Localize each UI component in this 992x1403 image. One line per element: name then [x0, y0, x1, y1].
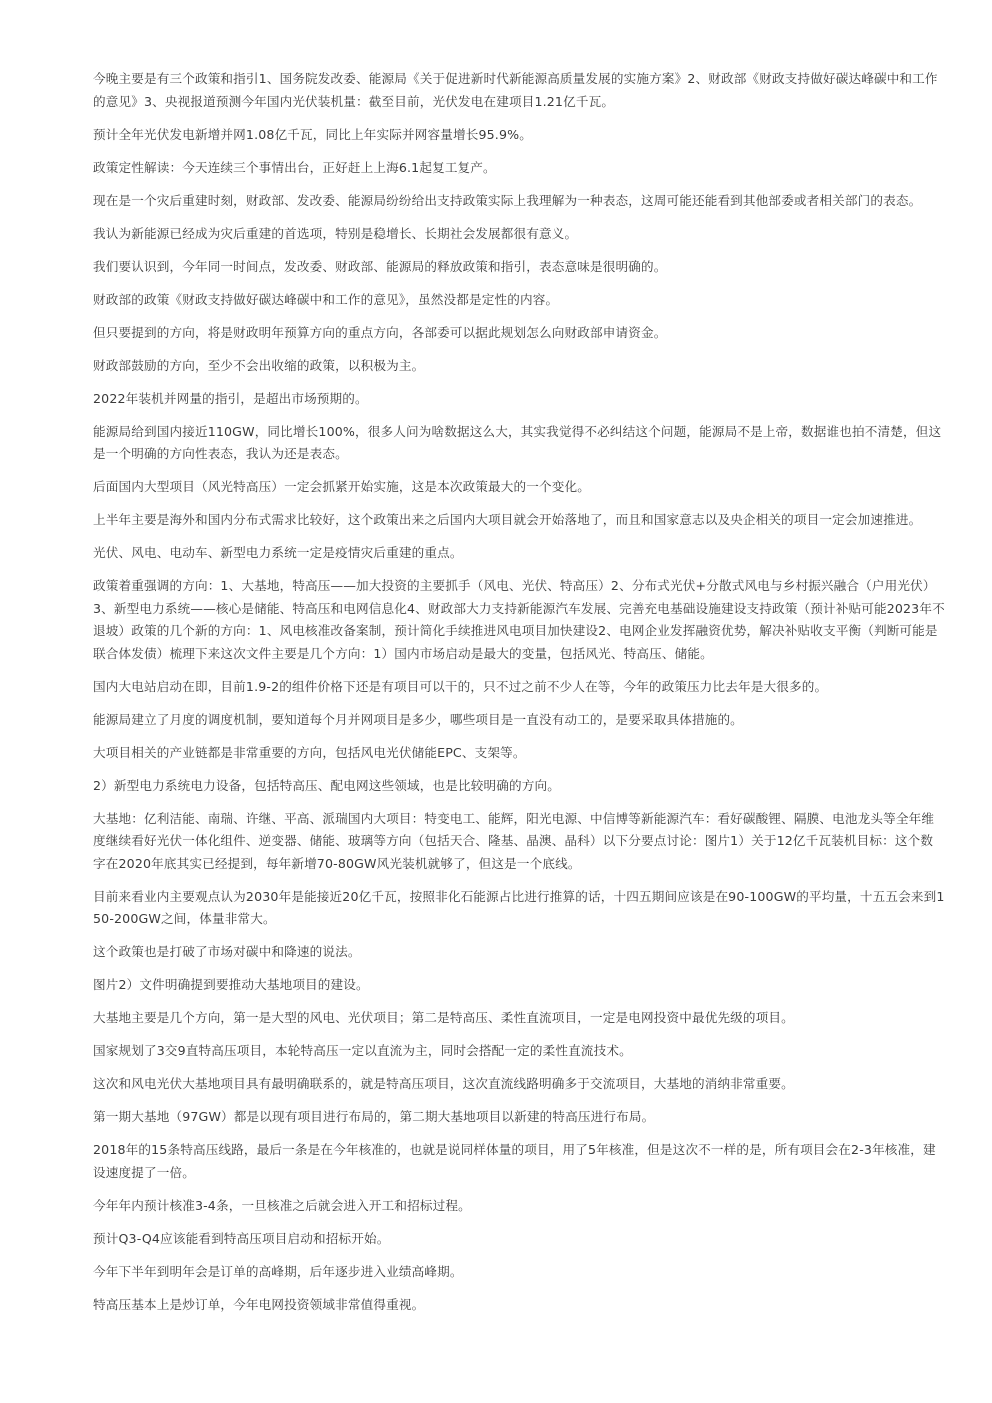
- paragraph: 但只要提到的方向，将是财政明年预算方向的重点方向，各部委可以据此规划怎么向财政部申请资金。: [93, 324, 667, 340]
- paragraph: 今年年内预计核准3-4条，一旦核准之后就会进入开工和招标过程。: [93, 1197, 471, 1213]
- paragraph: 图片2）文件明确提到要推动大基地项目的建设。: [93, 977, 369, 992]
- paragraph: 这次和风电光伏大基地项目具有最明确联系的，就是特高压项目，这次直流线路明确多于交流项目，大基地的消纳非常重要。: [93, 1076, 794, 1091]
- document-body: [93, 68, 945, 1327]
- paragraph: 预计Q3-Q4应该能看到特高压项目启动和招标开始。: [93, 1230, 390, 1246]
- paragraph: 政策着重强调的方向：1、大基地，特高压——加大投资的主要抓手（风电、光伏、特高压）2、分布式光伏+分散式风电与乡村振兴融合（户用光伏）3、新型电力系统——核心是储能、特高压和电网信息化4、财政部大力支持新能源汽车发展、完善充电基础设施建设支持政策（预计补贴可能2023年不退坡）政策的几个新的方向：1、风电核准改备案制，预计简化手续推进风电项目加快建设2、电网企业发挥融资优势，解决补贴收支平衡（判断可能是联合体发债）梳理下来这次文件主要是几个方向：1）国内市场启动是最大的变量，包括风光、特高压、储能。: [93, 578, 945, 661]
- paragraph: 光伏、风电、电动车、新型电力系统一定是疫情灾后重建的重点。: [93, 545, 463, 560]
- paragraph: 上半年主要是海外和国内分布式需求比较好，这个政策出来之后国内大项目就会开始落地了，而且和国家意志以及央企相关的项目一定会加速推进。: [93, 512, 922, 527]
- paragraph: 能源局给到国内接近110GW，同比增长100%，很多人问为啥数据这么大，其实我觉得不必纠结这个问题，能源局不是上帝，数据谁也拍不清楚，但这是一个明确的方向性表态，我认为还是表态。: [93, 423, 942, 461]
- paragraph: 今晚主要是有三个政策和指引1、国务院发改委、能源局《关于促进新时代新能源高质量发展的实施方案》2、财政部《财政支持做好碳达峰碳中和工作的意见》3、央视报道预测今年国内光伏装机量：截至目前，光伏发电在建项目1.21亿千瓦。: [93, 71, 938, 109]
- paragraph: 我认为新能源已经成为灾后重建的首选项，特别是稳增长、长期社会发展都很有意义。: [93, 225, 578, 241]
- paragraph: 2022年装机并网量的指引，是超出市场预期的。: [93, 390, 368, 406]
- paragraph: 现在是一个灾后重建时刻，财政部、发改委、能源局纷纷给出支持政策实际上我理解为一种表态，这周可能还能看到其他部委或者相关部门的表态。: [93, 192, 922, 208]
- paragraph: 财政部鼓励的方向，至少不会出收缩的政策，以积极为主。: [93, 357, 425, 373]
- paragraph: 2018年的15条特高压线路，最后一条是在今年核准的，也就是说同样体量的项目，用了5年核准，但是这次不一样的是，所有项目会在2-3年核准，建设速度提了一倍。: [93, 1142, 936, 1180]
- paragraph: 国内大电站启动在即，目前1.9-2的组件价格下还是有项目可以干的，只不过之前不少人在等，今年的政策压力比去年是大很多的。: [93, 678, 828, 694]
- paragraph: 政策定性解读：今天连续三个事情出台，正好赶上上海6.1起复工复产。: [93, 159, 496, 175]
- paragraph: 大项目相关的产业链都是非常重要的方向，包括风电光伏储能EPC、支架等。: [93, 744, 526, 760]
- paragraph: 特高压基本上是炒订单，今年电网投资领域非常值得重视。: [93, 1296, 425, 1312]
- paragraph: 大基地主要是几个方向，第一是大型的风电、光伏项目；第二是特高压、柔性直流项目，一定是电网投资中最优先级的项目。: [93, 1010, 794, 1025]
- paragraph: 能源局建立了月度的调度机制，要知道每个月并网项目是多少，哪些项目是一直没有动工的，是要采取具体措施的。: [93, 711, 743, 727]
- paragraph: 财政部的政策《财政支持做好碳达峰碳中和工作的意见》，虽然没都是定性的内容。: [93, 291, 559, 307]
- paragraph: 第一期大基地（97GW）都是以现有项目进行布局的，第二期大基地项目以新建的特高压进行布局。: [93, 1109, 655, 1124]
- paragraph: 我们要认识到，今年同一时间点，发改委、财政部、能源局的释放政策和指引，表态意味是很明确的。: [93, 258, 667, 274]
- paragraph: 这个政策也是打破了市场对碳中和降速的说法。: [93, 944, 361, 959]
- paragraph: 大基地：亿利洁能、南瑞、许继、平高、派瑞国内大项目：特变电工、能辉，阳光电源、中信博等新能源汽车：看好碳酸锂、隔膜、电池龙头等全年维度继续看好光伏一体化组件、逆变器、储能、玻璃等方向（包括天合、隆基、晶澳、晶科）以下分要点讨论：图片1）关于12亿千瓦装机目标：这个数字在2020年底其实已经提到，每年新增70-80GW风光装机就够了，但这是一个底线。: [93, 810, 935, 871]
- paragraph: 目前来看业内主要观点认为2030年是能接近20亿千瓦，按照非化石能源占比进行推算的话，十四五期间应该是在90-100GW的平均量，十五五会来到150-200GW之间，体量非常大。: [93, 888, 945, 926]
- paragraph: 今年下半年到明年会是订单的高峰期，后年逐步进入业绩高峰期。: [93, 1263, 463, 1279]
- paragraph: 后面国内大型项目（风光特高压）一定会抓紧开始实施，这是本次政策最大的一个变化。: [93, 479, 591, 494]
- paragraph: 2）新型电力系统电力设备，包括特高压、配电网这些领域，也是比较明确的方向。: [93, 777, 560, 793]
- paragraph: 预计全年光伏发电新增并网1.08亿千瓦，同比上年实际并网容量增长95.9%。: [93, 126, 532, 142]
- paragraph: 国家规划了3交9直特高压项目，本轮特高压一定以直流为主，同时会搭配一定的柔性直流技术。: [93, 1043, 632, 1058]
